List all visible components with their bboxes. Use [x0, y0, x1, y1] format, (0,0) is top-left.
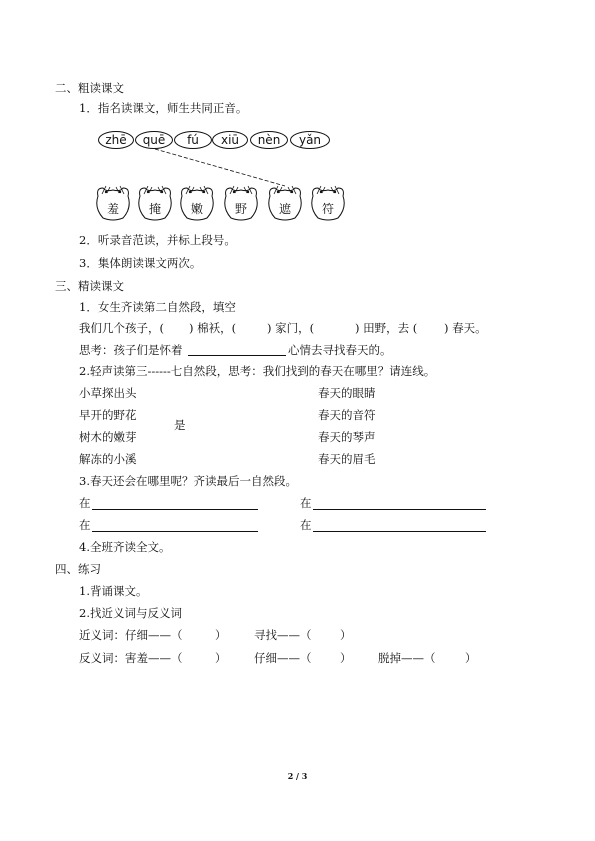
character: 遮	[278, 202, 291, 216]
think-prompt-start: 思考：孩子们是怀着	[79, 343, 183, 357]
match-right[interactable]: 春天的音符	[318, 408, 376, 422]
close-paren: ）	[340, 651, 352, 665]
fill-part: ) 田野，去 (	[355, 321, 418, 335]
synonym-prompt: 寻找——（	[254, 628, 312, 642]
apple-character-card	[136, 182, 174, 222]
fill-part: ) 家门，(	[267, 321, 315, 335]
character: 羞	[106, 202, 119, 216]
character: 掩	[148, 202, 161, 216]
close-paren: ）	[340, 628, 352, 642]
answer-blank[interactable]	[313, 531, 486, 532]
pinyin-oval: zhē	[98, 131, 134, 149]
match-connector-word: 是	[174, 418, 186, 432]
section-3-title: 三、精读课文	[55, 279, 124, 293]
match-left[interactable]: 小草探出头	[79, 386, 137, 400]
item-4-1: 1.背诵课文。	[79, 584, 148, 598]
item-2-1: 1．指名读课文，师生共同正音。	[79, 101, 248, 115]
close-paren: ）	[465, 651, 477, 665]
answer-blank[interactable]	[92, 509, 258, 510]
answer-blank[interactable]	[188, 355, 286, 356]
match-left[interactable]: 早开的野花	[79, 408, 137, 422]
fill-part: ) 棉袄，(	[189, 321, 237, 335]
answer-blank[interactable]	[313, 509, 486, 510]
item-2-3: 3．集体朗读课文两次。	[79, 256, 202, 270]
apple-character-card	[178, 182, 216, 222]
match-right[interactable]: 春天的眉毛	[318, 452, 376, 466]
item-3-4: 4.全班齐读全文。	[79, 540, 171, 554]
fill-part: 我们几个孩子，(	[79, 321, 164, 335]
answer-blank[interactable]	[92, 531, 258, 532]
apple-character-card	[309, 182, 347, 222]
close-paren: ）	[215, 628, 227, 642]
section-2-title: 二、粗读课文	[55, 81, 124, 95]
match-right[interactable]: 春天的眼睛	[318, 386, 376, 400]
character: 符	[321, 202, 334, 216]
match-right[interactable]: 春天的琴声	[318, 430, 376, 444]
item-3-3: 3.春天还会在哪里呢？齐读最后一自然段。	[79, 474, 297, 488]
antonym-prompt: 脱掉——（	[378, 651, 436, 665]
match-left[interactable]: 树木的嫩芽	[79, 430, 137, 444]
zai-label: 在	[79, 496, 91, 510]
item-4-2: 2.找近义词与反义词	[79, 606, 182, 620]
section-4-title: 四、练习	[55, 562, 101, 576]
apple-character-card	[222, 182, 260, 222]
pinyin-oval: xiū	[212, 131, 248, 149]
item-3-2: 2.轻声读第三------七自然段，思考：我们找到的春天在哪里？请连线。	[79, 364, 436, 378]
antonym-prompt: 反义词：害羞——（	[79, 651, 183, 665]
think-prompt-end: 心情去寻找春天的。	[288, 343, 392, 357]
zai-label: 在	[300, 518, 312, 532]
match-left[interactable]: 解冻的小溪	[79, 452, 137, 466]
character: 嫩	[190, 202, 203, 216]
antonym-prompt: 仔细——（	[254, 651, 312, 665]
synonym-prompt: 近义词：仔细——（	[79, 628, 183, 642]
close-paren: ）	[215, 651, 227, 665]
zai-label: 在	[79, 518, 91, 532]
item-2-2: 2．听录音范读，并标上段号。	[79, 233, 236, 247]
zai-label: 在	[300, 496, 312, 510]
item-3-1: 1．女生齐读第二自然段，填空	[79, 300, 236, 314]
pinyin-oval: fú	[174, 131, 212, 149]
character: 野	[234, 202, 247, 216]
pinyin-oval: yǎn	[290, 131, 330, 149]
pinyin-oval: quē	[135, 131, 173, 149]
fill-part: ) 春天。	[444, 321, 487, 335]
apple-character-card	[94, 182, 132, 222]
page-number: 2 / 3	[287, 771, 308, 781]
apple-character-card	[266, 182, 304, 222]
pinyin-oval: nèn	[250, 131, 288, 149]
